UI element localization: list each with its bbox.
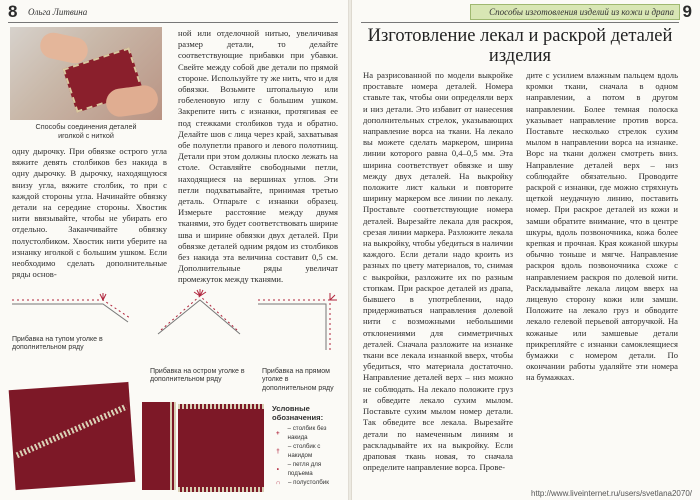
dot-symbol-icon: • bbox=[276, 465, 279, 473]
dagger-symbol-icon: † bbox=[276, 447, 280, 455]
sewing-photo bbox=[10, 27, 162, 120]
page-number: 8 bbox=[8, 2, 18, 21]
body-column-2: дите с усилием влажным пальцем вдоль кромки ткани, сначала в одном направлении, а потом в другом направлении. Более темная полоска указывает направление против ворса. Поставьте несколько стрелок сухим мылом в направлении ворса на изнанке. Ворс на ткани должен смотреть вниз. Направление деталей верх – низ соблюдайте обязательно. Проводите раскрой с изнанки, где можно стряхнуть щеткой неудачную линию, поставить номер. При раскрое деталей из кожи и замши обратите внимание, что в центре шкуры, вдоль позвоночника, кожа более крепкая и прочная. Края кожаной шкуры обычно тоньше и мягче. Направление раскроя вдоль позвоночника схоже с направлением раскроя по долевой нити. Раскладывайте лекала лицом вверх на лицевую сторону кожи или замши. Положите на лекало груз и обводите лекало гелевой перьевой авторучкой. На кожаные или замшевые детали прикрепляйте с изнанки самоклеящиеся бумажки с номером детали. По окончании работы удаляйте эти номера на бумажках. bbox=[526, 70, 678, 383]
body-column-1: На разрисованной по модели выкройке проставьте номера деталей. Номера ставьте так, чтобы они определяли верх и низ детали. Это избавит от нанесения дополнительных стрелок, указывающих направление ворса на ткани. На лекало вы можете сделать маркером, ширина линии которого равна 0,4–0,5 мм. Эта ширина соответствует обвязке и шву между двух деталей. На выкройку положите лист кальки и повторите ширину маркером все линии по лекалу. Проставьте соответствующие номера деталей. Вырезайте лекала для раскроя, срезая линии маркера. Разложите лекала на выкройку, чтобы убедиться в наличии каждого. Если детали надо кроить из разных по цвету материалов, то, снимая с выкройки, разложите их по разным стопкам. При раскрое деталей из драпа, бывшего в употреблении, надо придерживаться направления долевой нити с возможными небольшими отклонениями для симметричных деталей. Сначала разложите на изнанке ткани все лекала изнанкой вверх, чтобы убедиться, что материала достаточно. Направление деталей верх – низ можно не соблюдать. На лекало положите груз и обведите лекало сухим мылом. Поставьте сухим мылом номер детали. Так обведите все лекала. Вырезайте детали по намеченным линиям и раскладывайте их на выкройку. Если драповая ткань новая, то сначала определите направление ворса. Прове- bbox=[363, 70, 513, 473]
fabric-sample-1 bbox=[9, 382, 136, 490]
header-rule bbox=[8, 22, 338, 23]
header-rule bbox=[361, 22, 679, 23]
stitch-seam bbox=[16, 404, 128, 458]
stitch-seam bbox=[178, 404, 264, 409]
running-head: Способы изготовления изделий из кожи и драпа bbox=[489, 7, 674, 17]
page-number: 9 bbox=[682, 2, 692, 21]
right-page bbox=[351, 0, 700, 500]
legend-row bbox=[272, 424, 346, 442]
symbol-legend bbox=[272, 404, 346, 487]
legend-row bbox=[272, 442, 346, 460]
legend-label: – петля для подъема bbox=[287, 461, 322, 477]
legend-label: – столбик без накида bbox=[287, 425, 327, 441]
fabric-sample-2 bbox=[142, 402, 174, 490]
legend-label: – полустолбик bbox=[288, 479, 329, 486]
legend-row bbox=[272, 460, 346, 478]
body-column-1: одну дырочку. При обвязке острого угла вяжите девять столбиков без накида в одну дырочку. В дырочку, находящуюся внизу угла, вяжите столбик, то при с каждой стороны угла. Начинайте обвязку детали на середине стороны. Хвостик нити ввязывайте, чтобы не убирать его отдельно. Заканчивайте обвязку полустолбиком. Хвостик нити уберите на изнанку иголкой с большим ушком. Если необходимо сделать дополнительные ряды основ- bbox=[12, 146, 167, 280]
section-title: Изготовление лекал и раскрой деталей изделия bbox=[367, 26, 673, 66]
legend-label: – столбик с накидом bbox=[287, 443, 321, 459]
hand-shape bbox=[38, 30, 90, 65]
body-column-2: ной или отделочной нитью, увеличивая размер детали, то делайте соответствующие прибавки при убавки. Свейте между собой две детали по прямой стороне. Используйте ту же нить, что и для обвязки. Возьмите штопальную или гобеленовую иглу с большим ушком. Закрепите нить с изнанки, протягивая ее под стежками столбиков туда и обратно. Делайте шов с лица через край, захватывая обе полупетли правого и левого полотнищ. Детали при этом должны плоско лежать на столе. Оставляйте свободными петли, находящиеся на вершинах углов. Эти петли подхватывайте, принимая третью деталь. Отпарьте с изнанки образец. Измерьте расстояние между двумя тканями, это будет соответствовать ширине шва и ширине обвязки двух деталей. При обвязке деталей одним рядом из столбиков без накида эта величина составит 0,5 см. Дополнительные ряды увеличат промежуток между тканями. bbox=[178, 28, 338, 285]
arc-symbol-icon: ∩ bbox=[275, 479, 281, 486]
stitch-seam bbox=[170, 402, 176, 490]
caption-right: Прибавка на прямом уголке в дополнительном ряду bbox=[262, 368, 334, 392]
fabric-sample-3 bbox=[178, 404, 264, 492]
legend-row bbox=[272, 478, 346, 487]
running-head: Ольга Литвина bbox=[28, 7, 88, 17]
plus-symbol-icon: + bbox=[275, 429, 280, 437]
source-watermark: http://www.liveinternet.ru/users/svetlana2070/ bbox=[531, 489, 692, 498]
caption-acute: Прибавка на остром уголке в дополнительном ряду bbox=[150, 368, 245, 384]
photo-caption: Способы соединения деталей иголкой с ниткой bbox=[35, 122, 137, 140]
stitch-seam bbox=[178, 487, 264, 492]
legend-title: Условные обозначения: bbox=[272, 404, 324, 422]
caption-obtuse: Прибавка на тупом уголке в дополнительном ряду bbox=[12, 336, 103, 352]
left-page bbox=[0, 0, 349, 500]
